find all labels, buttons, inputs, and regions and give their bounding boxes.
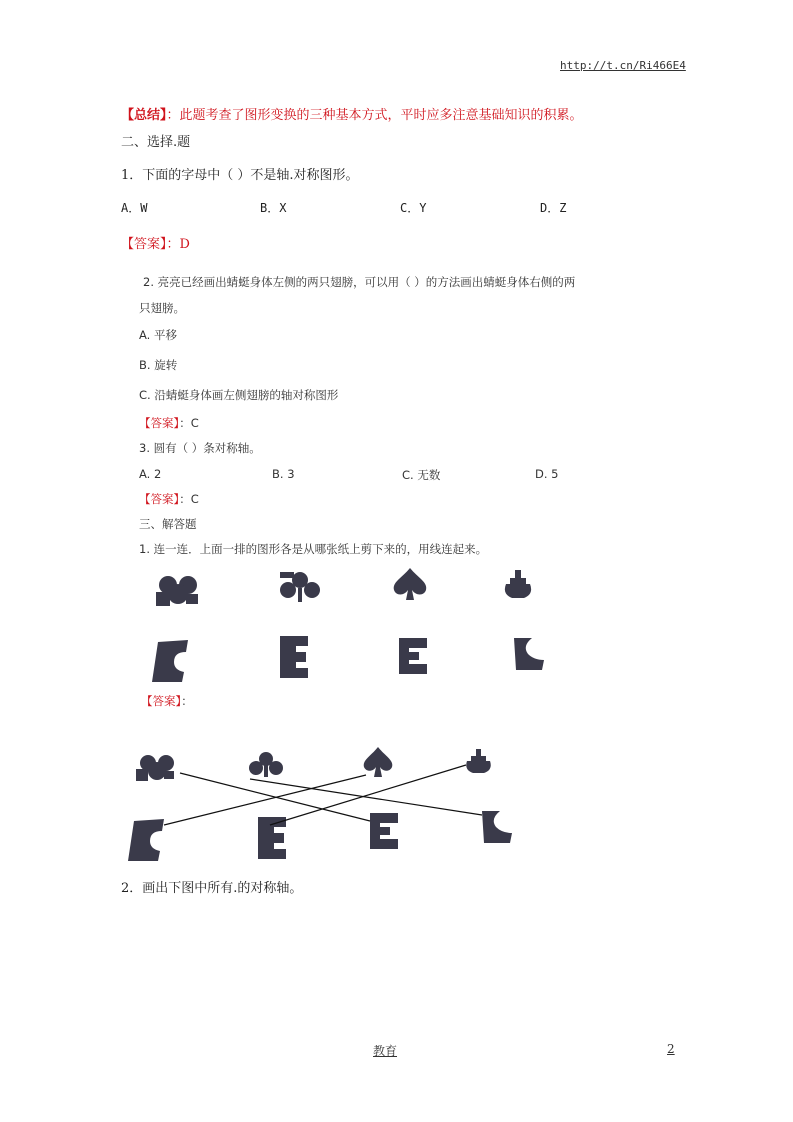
q1-stem: 1．下面的字母中（ ）不是轴.对称图形。 bbox=[121, 168, 359, 183]
q2-option-b: B. 旋转 bbox=[139, 358, 178, 372]
q1-answer bbox=[121, 233, 190, 252]
q4-answer-suffix: ： bbox=[181, 694, 193, 708]
club-icon bbox=[150, 570, 210, 615]
club-icon bbox=[272, 570, 328, 606]
q2-answer-label: 【答案】 bbox=[139, 416, 180, 430]
spade-icon bbox=[390, 566, 430, 602]
paper-cutout-icon bbox=[370, 813, 398, 849]
spade-icon bbox=[364, 747, 393, 777]
figure-icon bbox=[466, 749, 491, 773]
q2-stem-line1: 2. 亮亮已经画出蜻蜓身体左侧的两只翅膀，可以用（ ）的方法画出蜻蜓身体右侧的两 bbox=[143, 275, 576, 289]
q1-option-d: D．Z bbox=[540, 201, 567, 215]
paper-cutout-icon bbox=[258, 817, 286, 859]
q3-answer bbox=[139, 491, 199, 507]
q1-answer-label: 【答案】 bbox=[121, 237, 167, 252]
q2-option-a: A. 平移 bbox=[139, 328, 177, 342]
q1-option-c: C．Y bbox=[400, 201, 427, 215]
q1-answer-value: ：D bbox=[166, 237, 190, 252]
section-answer-title: 三、解答题 bbox=[139, 517, 197, 531]
paper-cutout-icon bbox=[128, 819, 164, 861]
paper-cutout-icon bbox=[397, 636, 429, 676]
q4-stem: 1. 连一连．上面一排的图形各是从哪张纸上剪下来的，用线连起来。 bbox=[139, 542, 488, 556]
q1-option-a: A．W bbox=[121, 201, 148, 215]
paper-cutout-icon bbox=[278, 634, 310, 680]
q3-stem: 3. 圆有（ ）条对称轴。 bbox=[139, 441, 261, 455]
summary-label: 【总结】 bbox=[121, 108, 167, 123]
q3-answer-label: 【答案】 bbox=[139, 492, 180, 506]
q3-answer-value: ：C bbox=[179, 492, 199, 506]
paper-cutout-icon bbox=[482, 811, 512, 843]
q2-answer-value: ：C bbox=[179, 416, 199, 430]
matching-lines bbox=[164, 765, 482, 825]
q2-answer bbox=[139, 415, 199, 431]
summary-line bbox=[121, 104, 583, 123]
matching-answer-figure bbox=[120, 735, 540, 865]
page-number: 2 bbox=[667, 1042, 675, 1056]
summary-text: ：此题考查了图形变换的三种基本方式，平时应多注意基础知识的积累。 bbox=[166, 108, 583, 123]
q1-option-b: B．X bbox=[260, 201, 287, 215]
q3-option-c: C. 无数 bbox=[402, 468, 441, 482]
q3-option-a: A. 2 bbox=[139, 467, 162, 481]
footer-center-text[interactable]: 教育 bbox=[373, 1044, 398, 1058]
paper-cutout-icon bbox=[150, 638, 192, 684]
q3-option-b: B. 3 bbox=[272, 467, 295, 481]
q4-answer bbox=[141, 693, 193, 709]
q5-stem: 2．画出下图中所有.的对称轴。 bbox=[121, 881, 303, 896]
club-icon bbox=[249, 752, 283, 777]
paper-cutout-icon bbox=[510, 636, 546, 672]
q2-option-c: C. 沿蜻蜓身体画左侧翅膀的轴对称图形 bbox=[139, 388, 339, 402]
club-icon bbox=[136, 755, 174, 781]
figure-icon bbox=[500, 568, 536, 602]
section-choice-title: 二、选择.题 bbox=[121, 135, 191, 150]
header-url[interactable]: http://t.cn/Ri466E4 bbox=[560, 59, 686, 72]
q4-answer-label: 【答案】 bbox=[141, 694, 182, 708]
q2-stem-line2: 只翅膀。 bbox=[139, 301, 185, 315]
q3-option-d: D. 5 bbox=[535, 467, 559, 481]
